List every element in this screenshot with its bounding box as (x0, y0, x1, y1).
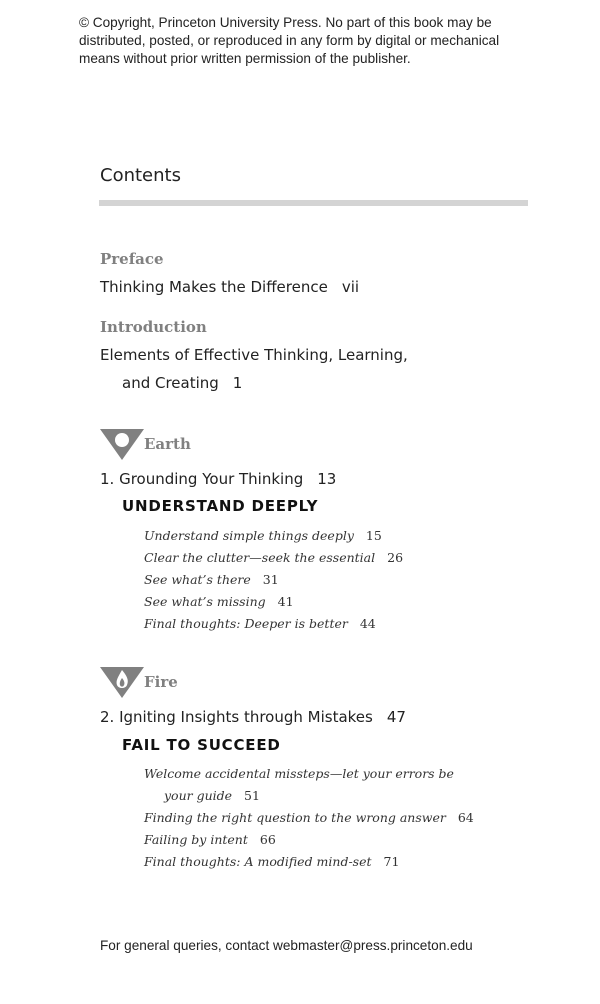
chapter-2-caps: FAIL TO SUCCEED (122, 736, 281, 754)
subentry: Failing by intent 66 (144, 832, 276, 847)
page-number: vii (341, 278, 360, 296)
subentry-continuation: your guide 51 (164, 788, 260, 803)
subentry: Final thoughts: Deeper is better 44 (144, 616, 376, 631)
fire-triangle-icon (100, 667, 144, 699)
chapter-1-entry (100, 470, 336, 488)
copyright-line: distributed, posted, or reproduced in any form by digital or mechanical (79, 33, 500, 48)
footer-contact: For general queries, contact webmaster@press.princeton.edu (100, 938, 473, 953)
copyright-notice (79, 14, 559, 68)
copyright-line: means without prior written permission of the publisher. (79, 51, 411, 66)
chapter-1-caps: UNDERSTAND DEEPLY (122, 497, 319, 515)
subentry: Welcome accidental missteps—let your errors be (144, 766, 454, 781)
chapter-2-entry (100, 708, 406, 726)
introduction-label: Introduction (100, 318, 207, 336)
entry-title: 2. Igniting Insights through Mistakes (100, 708, 373, 726)
subentry: See what’s missing 41 (144, 594, 294, 609)
page-number: 1 (232, 374, 243, 392)
earth-label: Earth (144, 435, 191, 453)
introduction-entry-line2 (122, 374, 242, 392)
title-rule (99, 200, 528, 206)
subentry: See what’s there 31 (144, 572, 279, 587)
entry-title: 1. Grounding Your Thinking (100, 470, 304, 488)
subentry: Clear the clutter—seek the essential 26 (144, 550, 404, 565)
subentry: Understand simple things deeply 15 (144, 528, 382, 543)
entry-title: and Creating (122, 374, 219, 392)
introduction-entry-line1: Elements of Effective Thinking, Learning, (100, 346, 408, 364)
subentry: Finding the right question to the wrong answer 64 (144, 810, 474, 825)
earth-heading (100, 429, 300, 463)
fire-label: Fire (144, 673, 178, 691)
entry-title: Thinking Makes the Difference (100, 278, 328, 296)
subentry: Final thoughts: A modified mind-set 71 (144, 854, 400, 869)
preface-entry (100, 278, 359, 296)
earth-triangle-icon (100, 429, 144, 461)
preface-label: Preface (100, 250, 164, 268)
page-number: 47 (386, 708, 406, 726)
fire-heading (100, 667, 300, 701)
copyright-line: © Copyright, Princeton University Press. No part of this book may be (79, 15, 492, 30)
contents-title: Contents (100, 165, 181, 186)
page-number: 13 (317, 470, 337, 488)
